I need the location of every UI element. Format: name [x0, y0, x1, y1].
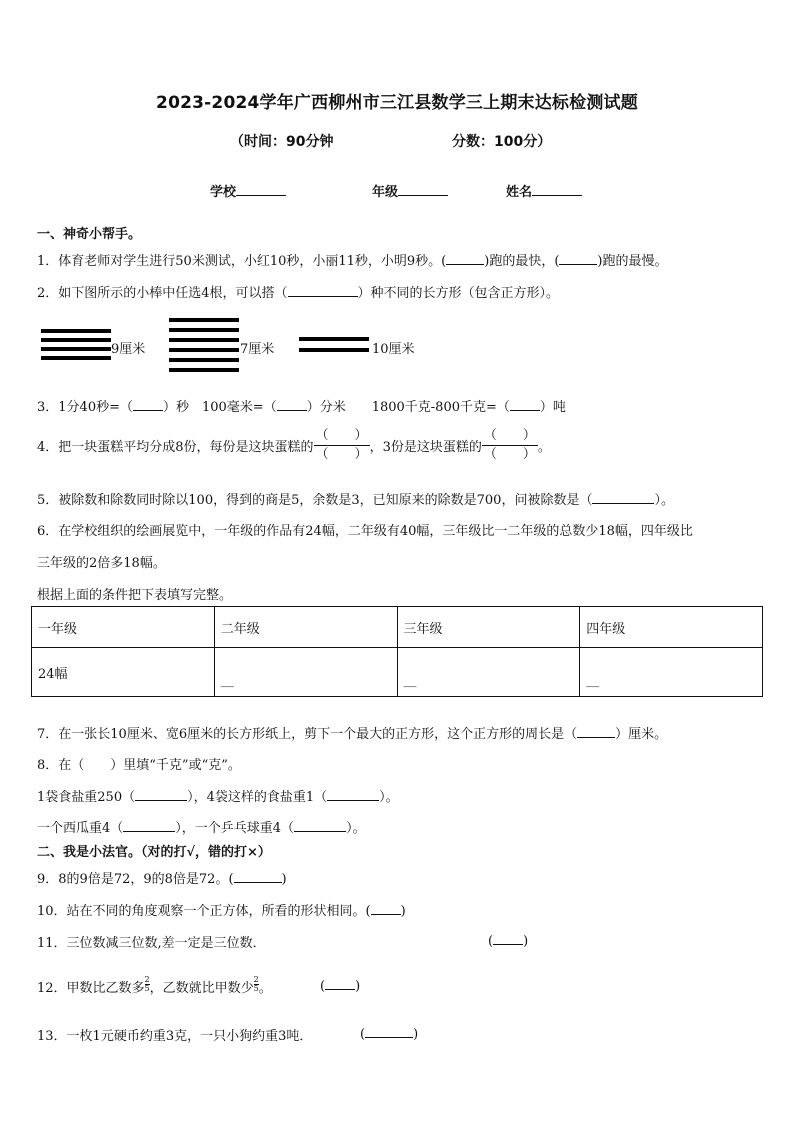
- q4-frac1-num: （ ）: [315, 428, 368, 443]
- q1-blank-2[interactable]: [559, 252, 597, 265]
- question-6-line3: 根据上面的条件把下表填写完整。: [37, 588, 233, 603]
- q12-frac1-den: 5: [144, 984, 150, 993]
- grade-blank[interactable]: [398, 183, 448, 196]
- table-header-row: [32, 607, 763, 648]
- q5-text-a: 5．被除数和除数同时除以100，得到的商是5，余数是3，已知原来的除数是700，问被除数是（: [37, 493, 593, 508]
- table-cell: 24幅: [32, 648, 215, 697]
- table-cell-blank[interactable]: __: [397, 648, 580, 697]
- page-title: 2023-2024学年广西柳州市三江县数学三上期末达标检测试题: [156, 93, 638, 113]
- q12-answer: [320, 977, 360, 994]
- question-8-line2: [37, 786, 399, 805]
- q13-answer: [360, 1025, 418, 1042]
- q1-text-b: )跑的最快，(: [484, 254, 560, 269]
- exam-time: （时间：90分钟: [230, 134, 334, 150]
- grade-field: [372, 181, 448, 200]
- q13-blank[interactable]: [365, 1025, 413, 1038]
- q12-text-a: 12．甲数比乙数多: [37, 981, 145, 996]
- q13-paren-open: (: [360, 1027, 366, 1042]
- q4-frac2-num: （ ）: [483, 428, 536, 443]
- q11-paren-open: (: [488, 934, 494, 949]
- table-header-cell: 二年级: [214, 607, 397, 648]
- question-6-line2: 三年级的2倍多18幅。: [37, 556, 166, 571]
- q12-fraction-2: [254, 976, 259, 993]
- school-field: [210, 181, 286, 200]
- q8-text-b3: ）。: [379, 790, 399, 805]
- q7-text-a: 7．在一张长10厘米、宽6厘米的长方形纸上，剪下一个最大的正方形，这个正方形的周长是（: [37, 727, 578, 742]
- q1-text-c: )跑的最慢。: [597, 254, 668, 269]
- q12-fraction-1: [145, 976, 150, 993]
- q4-text-c: 。: [537, 440, 551, 455]
- q12-paren-open: (: [320, 979, 326, 994]
- q8-text-b2: ），4袋这样的食盐重1（: [187, 790, 328, 805]
- q11-answer: [488, 932, 528, 949]
- table-header-cell: 三年级: [397, 607, 580, 648]
- q12-text-b: ，乙数就比甲数少: [149, 981, 254, 996]
- question-12: [37, 977, 272, 997]
- grades-table: [31, 606, 763, 697]
- name-field: [506, 181, 582, 200]
- question-8-line3: [37, 817, 366, 836]
- q13-paren-close: ): [413, 1027, 419, 1042]
- q4-fraction-2[interactable]: [482, 428, 538, 463]
- school-label: 学校: [210, 185, 237, 200]
- question-1: [37, 250, 667, 269]
- name-blank[interactable]: [532, 183, 582, 196]
- q7-blank[interactable]: [577, 725, 615, 738]
- grade-label: 年级: [372, 185, 399, 200]
- q3-blank-2[interactable]: [277, 398, 307, 411]
- q4-frac1-den: （ ）: [315, 447, 368, 462]
- q3-blank-3[interactable]: [510, 398, 540, 411]
- q5-blank[interactable]: [592, 491, 654, 504]
- q10-blank[interactable]: [371, 902, 401, 915]
- q3-text-c: ）分米 1800千克-800千克=（: [306, 400, 510, 415]
- q4-frac2-den: （ ）: [483, 447, 536, 462]
- table-cell-blank[interactable]: __: [580, 648, 763, 697]
- q12-blank[interactable]: [325, 977, 355, 990]
- q3-text-b: ）秒 100毫米=（: [162, 400, 277, 415]
- q2-text-a: 2．如下图所示的小棒中任选4根，可以搭（: [37, 286, 288, 301]
- sticks-9cm: [41, 329, 111, 361]
- section2-heading: 二、我是小法官。（对的打√，错的打×）: [37, 845, 271, 860]
- q9-text-a: 9．8的9倍是72，9的8倍是72。(: [37, 872, 234, 887]
- section1-heading: 一、神奇小帮手。: [37, 227, 142, 242]
- q8-text-c1: 一个西瓜重4（: [37, 821, 124, 836]
- q12-paren-close: ): [355, 979, 361, 994]
- q12-frac2-den: 5: [253, 984, 259, 993]
- question-7: [37, 723, 667, 742]
- q11-paren-close: ): [523, 934, 529, 949]
- q3-blank-1[interactable]: [133, 398, 163, 411]
- q8-blank-4[interactable]: [294, 819, 346, 832]
- question-11: 11．三位数减三位数,差一定是三位数．: [37, 936, 266, 951]
- table-cell-blank[interactable]: __: [214, 648, 397, 697]
- school-blank[interactable]: [236, 183, 286, 196]
- question-10: [37, 900, 406, 919]
- q8-blank-1[interactable]: [135, 788, 187, 801]
- question-3: [37, 396, 566, 415]
- q2-blank[interactable]: [288, 284, 358, 297]
- sticks-label-10cm: 10厘米: [372, 342, 415, 357]
- question-4: [37, 430, 551, 465]
- question-6-line1: 6．在学校组织的绘画展览中，一年级的作品有24幅，二年级有40幅，三年级比一二年级的总数少18幅，四年级比: [37, 524, 693, 539]
- q12-frac1-num: 2: [144, 975, 150, 984]
- q8-blank-2[interactable]: [327, 788, 379, 801]
- q9-blank[interactable]: [234, 870, 282, 883]
- q12-text-c: 。: [258, 981, 272, 996]
- question-13: 13．一枚1元硬币约重3克，一只小狗约重3吨．: [37, 1029, 313, 1044]
- sticks-7cm: [169, 318, 239, 373]
- q9-text-b: ): [281, 872, 287, 887]
- q1-blank-1[interactable]: [446, 252, 484, 265]
- sticks-label-9cm: 9厘米: [111, 342, 146, 357]
- q7-text-b: ）厘米。: [615, 727, 668, 742]
- table-row: [32, 648, 763, 697]
- table-header-cell: 四年级: [580, 607, 763, 648]
- q2-text-b: ）种不同的长方形（包含正方形）。: [357, 286, 560, 301]
- q3-text-d: ）吨: [539, 400, 566, 415]
- name-label: 姓名: [506, 185, 533, 200]
- q8-blank-3[interactable]: [123, 819, 175, 832]
- sticks-10cm: [299, 337, 369, 357]
- table-header-cell: 一年级: [32, 607, 215, 648]
- q11-blank[interactable]: [493, 932, 523, 945]
- q8-text-b1: 1袋食盐重250（: [37, 790, 136, 805]
- question-2: [37, 282, 559, 301]
- q8-text-c2: ），一个乒乓球重4（: [175, 821, 295, 836]
- exam-score: 分数：100分）: [452, 134, 552, 150]
- q4-fraction-1[interactable]: [314, 428, 370, 463]
- q10-text-a: 10．站在不同的角度观察一个正方体，所看的形状相同。(: [37, 904, 371, 919]
- q10-text-b: ): [400, 904, 406, 919]
- q12-frac2-num: 2: [253, 975, 259, 984]
- sticks-label-7cm: 7厘米: [240, 342, 275, 357]
- q3-text-a: 3．1分40秒=（: [37, 400, 133, 415]
- question-9: [37, 868, 287, 887]
- question-8: 8．在（ ）里填“千克”或“克”。: [37, 758, 241, 773]
- q8-text-c3: ）。: [346, 821, 366, 836]
- q5-text-b: ）。: [654, 493, 674, 508]
- q4-text-a: 4．把一块蛋糕平均分成8份，每份是这块蛋糕的: [37, 440, 314, 455]
- q1-text-a: 1．体育老师对学生进行50米测试，小红10秒，小丽11秒，小明9秒。(: [37, 254, 447, 269]
- q4-text-b: ，3份是这块蛋糕的: [369, 440, 482, 455]
- question-5: [37, 489, 674, 508]
